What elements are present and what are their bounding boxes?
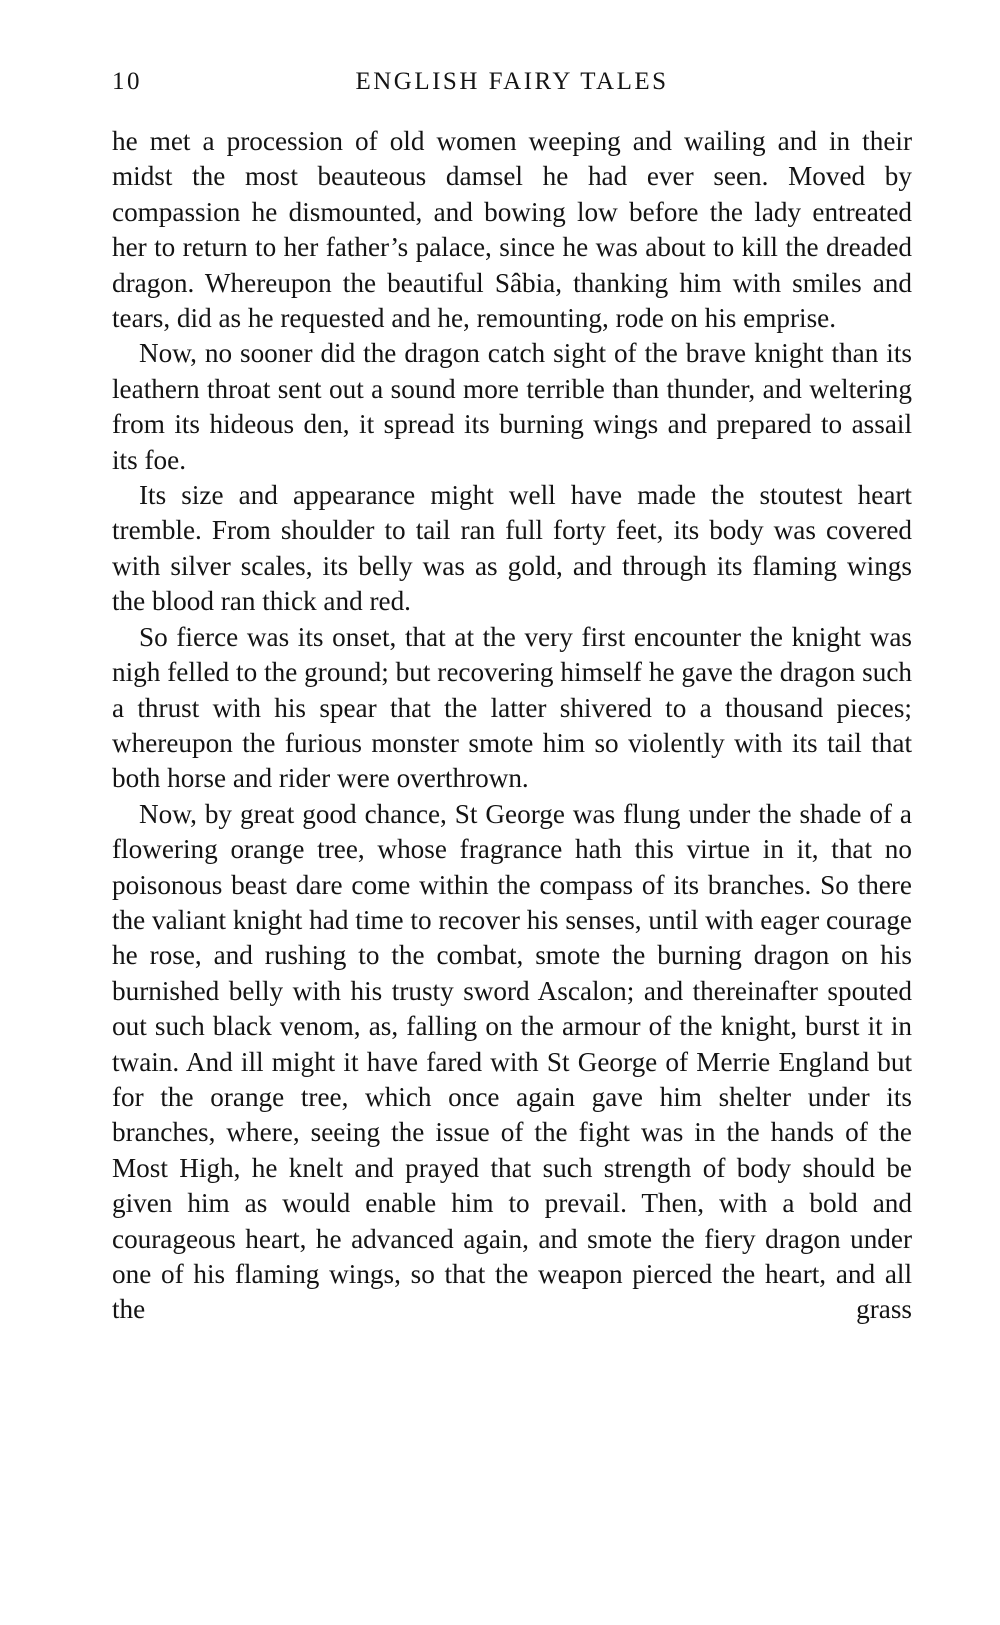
book-title: ENGLISH FAIRY TALES: [355, 68, 669, 95]
book-page: [112, 58, 912, 1328]
paragraph-first-encounter: So fierce was its onset, that at the very first encounter the knight was nigh felled to the ground; but recovering himself he gave the dragon such a thrust with his spear that the latter shivered to a thousand pieces; whereupon the furious monster smote him so violently with its tail that both horse and rider were overthrown.: [112, 621, 912, 794]
paragraph-dragon-roar: Now, no sooner did the dragon catch sight of the brave knight than its leathern throat sent out a sound more terrible than thunder, and weltering from its hideous den, it spread its burning wings and prepared to assail its foe.: [112, 338, 912, 475]
paragraph-orange-tree: Now, by great good chance, St George was flung under the shade of a flowering orange tree, whose fragrance hath this virtue in it, that no poisonous beast dare come within the compass of its branches. So there the valiant knight had time to recover his senses, until with eager courage he rose, and rushing to the combat, smote the burning dragon on his burnished belly with his trusty sword Ascalon; and thereinafter spouted out such black venom, as, falling on the armour of the knight, burst it in twain. And ill might it have fared with St George of Merrie England but for the orange tree, which once again gave him shelter under its branches, where, seeing the issue of the fight was in the hands of the Most High, he knelt and prayed that such strength of body should be given him as would enable him to prevail. Then, with a bold and courageous heart, he advanced again, and smote the fiery dragon under one of his flaming wings, so that the weapon pierced the heart, and all the grass: [112, 798, 912, 1325]
paragraph-dragon-appearance: Its size and appearance might well have made the stoutest heart tremble. From shoulder to tail ran full forty feet, its body was covered with silver scales, its belly was as gold, and through its flaming wings the blood ran thick and red.: [112, 480, 912, 617]
body-text: [112, 124, 912, 1328]
page-number: 10: [112, 68, 142, 95]
paragraph-continuation: he met a procession of old women weeping and wailing and in their midst the most beauteous damsel he had ever seen. Moved by compassion he dismounted, and bowing low before the lady entreated her to return to her father’s palace, since he was about to kill the dreaded dragon. Whereupon the beautiful Sâbia, thanking him with smiles and tears, did as he requested and he, remounting, rode on his emprise.: [112, 126, 912, 334]
running-head: [112, 58, 912, 98]
